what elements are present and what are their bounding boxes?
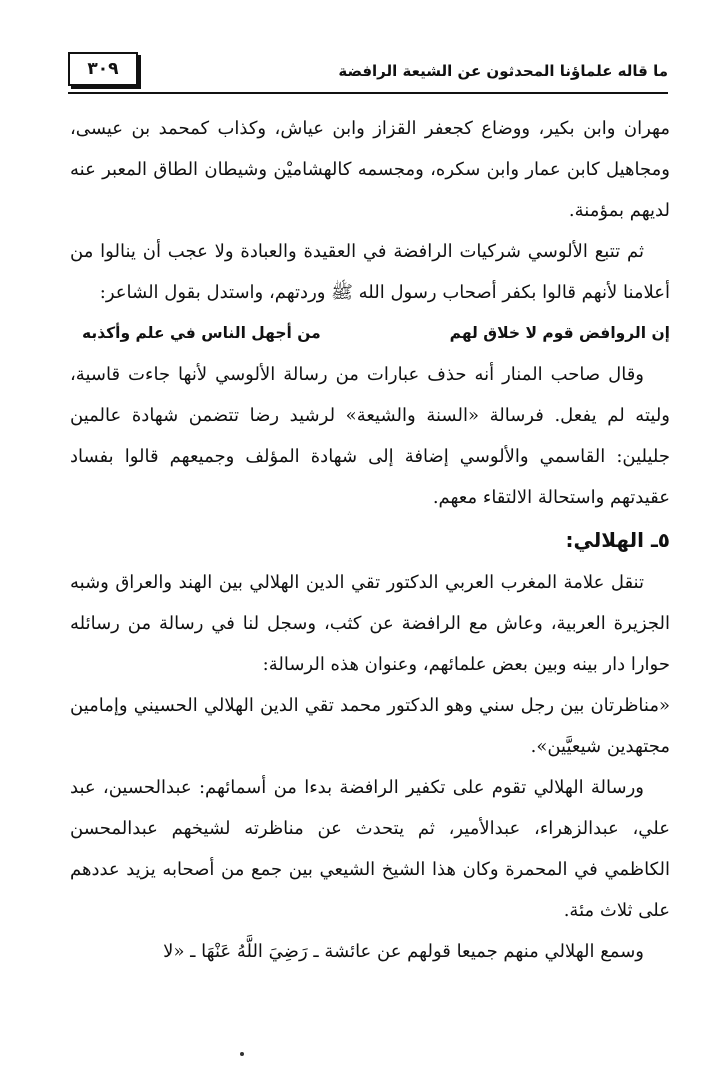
poem-verse — [70, 313, 670, 354]
paragraph-1: مهران وابن بكير، ووضاع كجعفر القزاز وابن عياش، وكذاب كمحمد بن عيسى، ومجاهيل كابن عمار وابن سكره، ومجسمه كالهشاميْن وشيطان الطاق المعبر عنه لديهم بمؤمنة. — [70, 118, 670, 221]
verse-second-hemistich: من أجهل الناس في علم وأكذبه — [82, 324, 321, 342]
paragraph-6: ورسالة الهلالي تقوم على تكفير الرافضة بدءا من أسمائهم: عبدالحسين، عبد علي، عبدالزهراء، عبدالأمير، ثم يتحدث عن مناظرته لشيخهم عبدالمحسن الكاظمي في المحمرة وكان هذا الشيخ الشيعي بين جمع من أصحابه يزيد عددهم على ثلاث مئة. — [70, 777, 670, 921]
page-number: ٣٠٩ — [68, 52, 138, 86]
page-header — [68, 52, 668, 94]
section-heading: ٥ـ الهلالي: — [565, 528, 670, 552]
paragraph-3: وقال صاحب المنار أنه حذف عبارات من رسالة الألوسي لأنها جاءت قاسية، وليته لم يفعل. فرسالة «السنة والشيعة» لرشيد رضا تتضمن شهادة عالمين جليلين: القاسمي والألوسي إضافة إلى شهادة المؤلف وجميعهم قالوا بفساد عقيدتهم واستحالة الالتقاء معهم. — [70, 364, 671, 508]
running-title: ما قاله علماؤنا المحدثون عن الشيعة الرافضة — [338, 62, 668, 80]
page-body — [70, 108, 670, 972]
paragraph-7: وسمع الهلالي منهم جميعا قولهم عن عائشة ـ رَضِيَ اللَّهُ عَنْهَا ـ «لا — [163, 941, 644, 962]
page-dot — [240, 1052, 244, 1056]
paragraph-2: ثم تتبع الألوسي شركيات الرافضة في العقيدة والعبادة ولا عجب أن ينالوا من أعلامنا لأنهم قالوا بكفر أصحاب رسول الله ﷺ وردتهم، واستدل بقول الشاعر: — [70, 241, 670, 303]
quoted-title: «مناظرتان بين رجل سني وهو الدكتور محمد تقي الدين الهلالي الحسيني وإمامين مجتهدين شيعيَّين». — [70, 695, 670, 757]
paragraph-4: تنقل علامة المغرب العربي الدكتور تقي الدين الهلالي بين الهند والعراق وشبه الجزيرة العربية، وعاش مع الرافضة عن كثب، وسجل لنا في رسالة من رسائله حوارا دار بينه وبين بعض علمائهم، وعنوان هذه الرسالة: — [70, 572, 670, 675]
verse-first-hemistich: إن الروافض قوم لا خلاق لهم — [449, 324, 670, 342]
